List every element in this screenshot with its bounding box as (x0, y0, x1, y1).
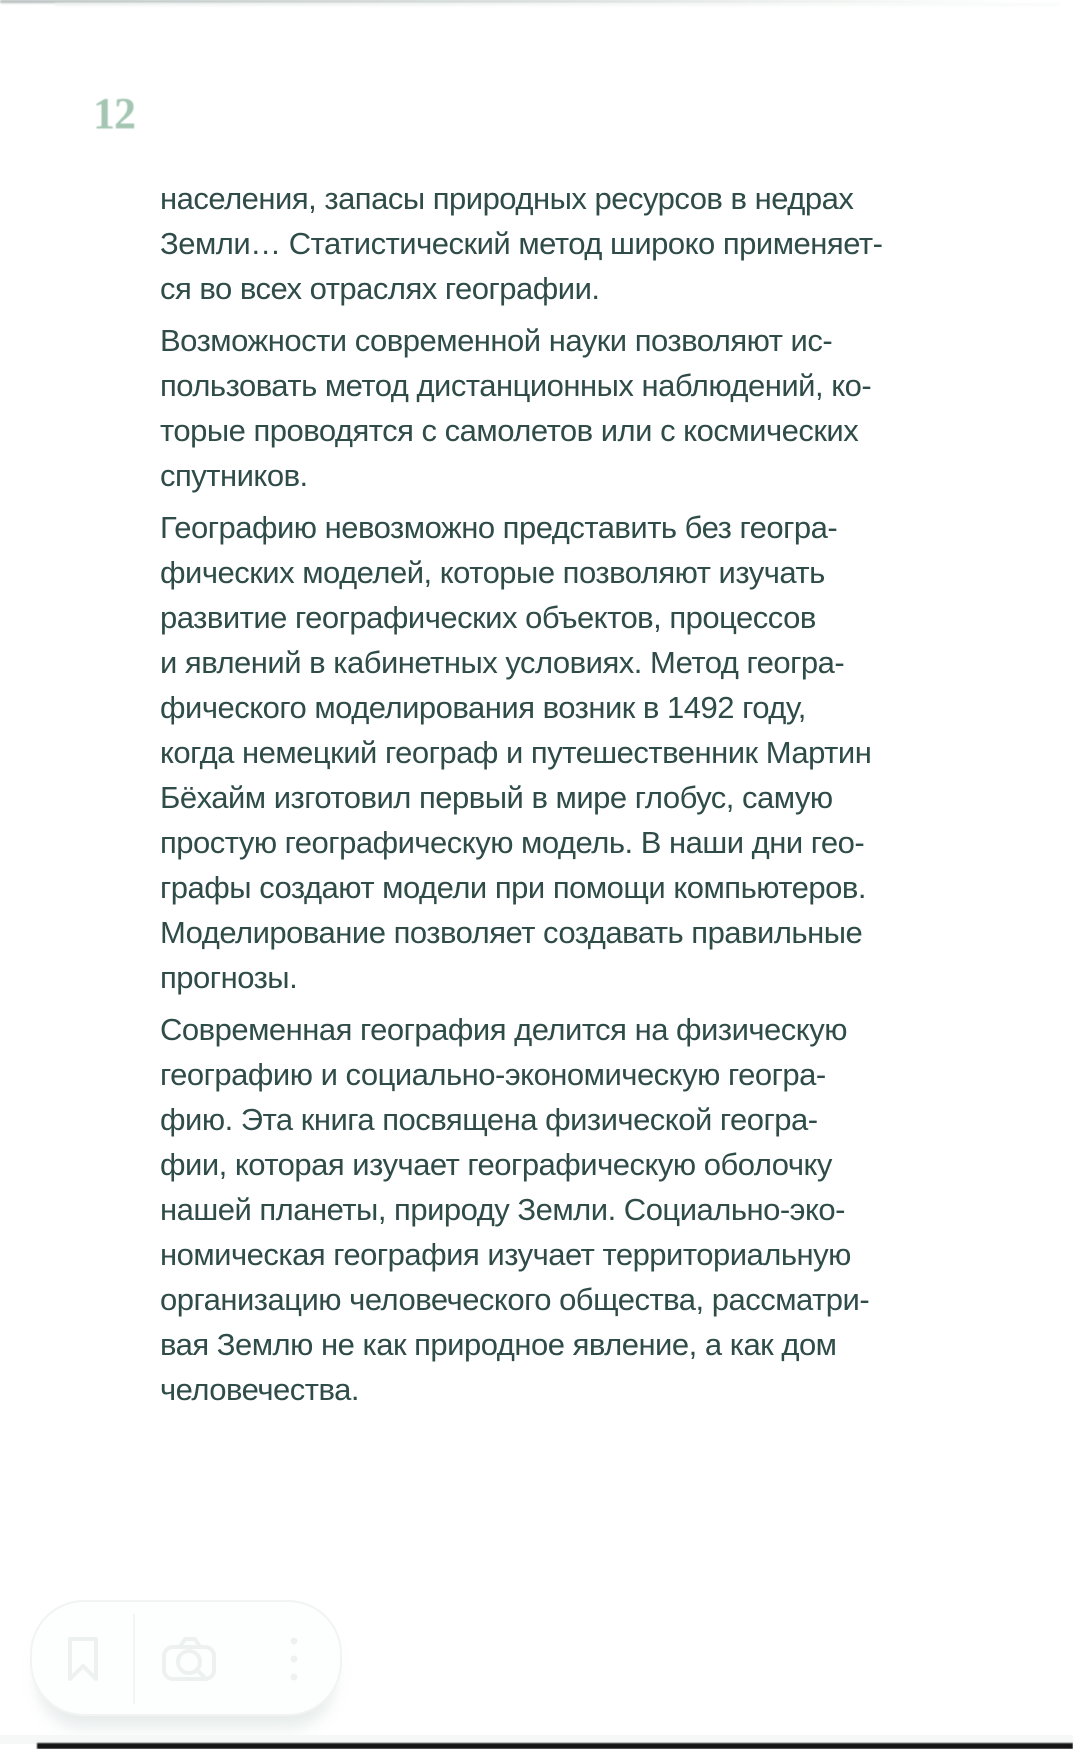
text-line: пользовать метод дистанционных наблюдений, ко- (160, 368, 872, 403)
paragraph (160, 1007, 960, 1412)
text-line: спутников. (160, 458, 308, 493)
text-line: Земли… Статистический метод широко применяет- (160, 226, 883, 261)
text-line: нашей планеты, природу Земли. Социально-эко- (160, 1192, 845, 1227)
text-line: графы создают модели при помощи компьютеров. (160, 870, 866, 905)
top-edge-line-secondary (55, 3, 1060, 6)
page-text (160, 176, 960, 1412)
page-number: 12 (93, 89, 135, 138)
more-options-button[interactable] (274, 1632, 314, 1686)
text-line: номическая география изучает территориальную (160, 1237, 851, 1272)
kebab-menu-icon (289, 1636, 299, 1682)
bookmark-button[interactable] (58, 1632, 108, 1686)
text-line: фии, которая изучает географическую оболочку (160, 1147, 832, 1182)
text-line: Бёхайм изготовил первый в мире глобус, самую (160, 780, 833, 815)
text-line: вая Землю не как природное явление, а как дом (160, 1327, 837, 1362)
text-line: торые проводятся с самолетов или с космических (160, 413, 859, 448)
text-line: человечества. (160, 1372, 359, 1407)
text-line: развитие географических объектов, процессов (160, 600, 816, 635)
text-line: населения, запасы природных ресурсов в недрах (160, 181, 854, 216)
text-line: когда немецкий географ и путешественник Мартин (160, 735, 872, 770)
paragraph (160, 318, 960, 498)
text-line: Возможности современной науки позволяют ис- (160, 323, 833, 358)
paragraph (160, 176, 960, 311)
text-line: ся во всех отраслях географии. (160, 271, 600, 306)
paragraph (160, 505, 960, 1000)
text-line: фического моделирования возник в 1492 году, (160, 690, 806, 725)
text-line: организацию человеческого общества, рассматри- (160, 1282, 870, 1317)
toolbar-divider (133, 1614, 135, 1704)
bottom-edge-bar (37, 1743, 1073, 1749)
text-line: простую географическую модель. В наши дни гео- (160, 825, 865, 860)
reader-quick-toolbar (30, 1600, 342, 1716)
text-line: прогнозы. (160, 960, 298, 995)
text-line: Географию невозможно представить без геогра- (160, 510, 838, 545)
text-line: Моделирование позволяет создавать правильные (160, 915, 863, 950)
text-line: фических моделей, которые позволяют изучать (160, 555, 825, 590)
camera-icon (161, 1635, 219, 1683)
text-line: Современная география делится на физическую (160, 1012, 847, 1047)
text-line: географию и социально-экономическую геогра- (160, 1057, 826, 1092)
camera-search-button[interactable] (158, 1632, 222, 1686)
text-line: и явлений в кабинетных условиях. Метод геогра- (160, 645, 845, 680)
bookmark-icon (66, 1636, 100, 1682)
text-line: фию. Эта книга посвящена физической геогра- (160, 1102, 818, 1137)
